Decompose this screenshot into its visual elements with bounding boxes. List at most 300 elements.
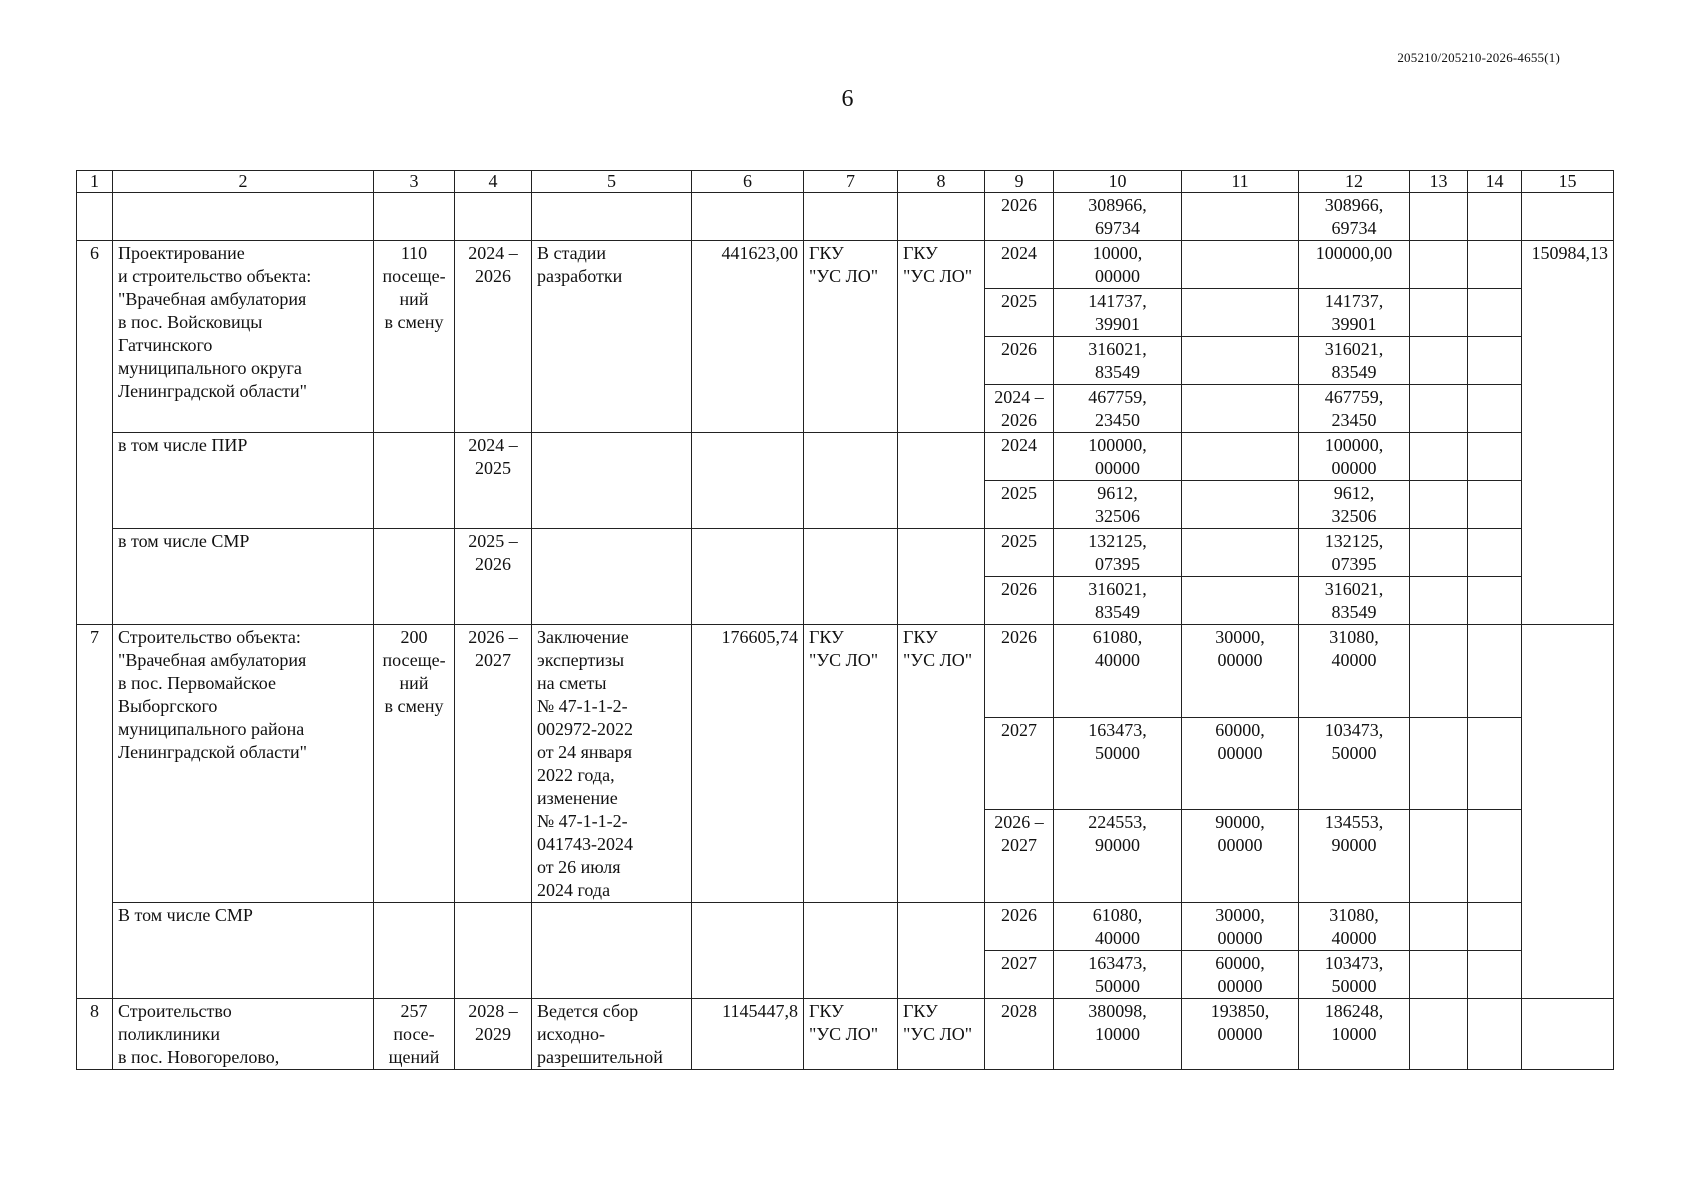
amount-col10 — [1054, 577, 1182, 625]
capacity-line: в смену — [384, 312, 444, 332]
empty-col14 — [1468, 577, 1522, 625]
page-number: 6 — [841, 86, 854, 112]
amount-col11 — [1182, 241, 1299, 289]
capacity — [374, 241, 455, 433]
customer-line: ГКУ — [809, 1001, 844, 1021]
status-line: изменение — [537, 788, 618, 808]
capacity-line: щений — [388, 1047, 440, 1067]
estimated-cost-line: 441623,00 — [721, 243, 798, 263]
period-line: 2027 — [475, 650, 511, 670]
amount-col15 — [1522, 241, 1614, 625]
customer — [804, 241, 898, 433]
amount-col11 — [1182, 951, 1299, 999]
customer — [804, 529, 898, 625]
amount-col12 — [1299, 289, 1410, 337]
amount-col10 — [1054, 810, 1182, 903]
amount-col11-line: 00000 — [1217, 835, 1263, 856]
amount-col11 — [1182, 717, 1299, 810]
amount-col10-line: 32506 — [1095, 506, 1140, 526]
empty-col14 — [1468, 903, 1522, 951]
column-header: 2 — [113, 171, 374, 193]
column-header: 9 — [985, 171, 1054, 193]
empty-cell — [692, 193, 804, 241]
amount-col11-line: 60000, — [1215, 953, 1265, 973]
empty-col13 — [1410, 810, 1468, 903]
object-name-line: и строительство объекта: — [118, 266, 312, 286]
empty-col13 — [1410, 337, 1468, 385]
customer — [804, 903, 898, 999]
empty-col13 — [1410, 193, 1468, 241]
empty-col14 — [1468, 481, 1522, 529]
subrow-label-line: в том числе СМР — [118, 531, 250, 551]
capacity-line: 200 — [400, 627, 428, 647]
period-line: 2025 – — [468, 531, 518, 551]
amount-col12 — [1299, 951, 1410, 999]
row-number — [77, 999, 113, 1070]
empty-col14 — [1468, 529, 1522, 577]
customer-line: "УС ЛО" — [809, 650, 879, 670]
amount-col15-line: 150984,13 — [1531, 243, 1608, 263]
row-number-line: 8 — [90, 1001, 99, 1021]
object-name-line: в пос. Первомайское — [118, 673, 277, 693]
empty-col13 — [1410, 577, 1468, 625]
amount-col10 — [1054, 193, 1182, 241]
year-cell-line: 2025 — [1001, 291, 1037, 311]
subrow-label-line: В том числе СМР — [118, 905, 253, 925]
empty-col14 — [1468, 193, 1522, 241]
empty-col14 — [1468, 433, 1522, 481]
amount-col12 — [1299, 999, 1410, 1070]
amount-col10-line: 83549 — [1095, 362, 1140, 382]
amount-col12 — [1299, 577, 1410, 625]
period — [455, 433, 532, 529]
subrow-label-line: в том числе ПИР — [118, 435, 248, 455]
amount-col10-line: 141737, — [1088, 291, 1147, 311]
year-cell-line: 2026 — [1001, 410, 1037, 430]
financing-table — [76, 170, 1614, 1070]
empty-cell — [113, 193, 374, 241]
amount-col11-line: 30000, — [1215, 905, 1265, 925]
amount-col10 — [1054, 337, 1182, 385]
amount-col12-line: 90000 — [1331, 835, 1377, 856]
year-cell-line: 2026 — [1001, 905, 1037, 925]
empty-cell — [898, 193, 985, 241]
amount-col10-line: 90000 — [1095, 835, 1140, 856]
empty-col14 — [1468, 241, 1522, 289]
empty-col13 — [1410, 717, 1468, 810]
column-header: 11 — [1182, 171, 1299, 193]
capacity — [374, 903, 455, 999]
amount-col15 — [1522, 999, 1614, 1070]
object-name-line: Проектирование — [118, 243, 245, 263]
amount-col12 — [1299, 903, 1410, 951]
amount-col10-line: 00000 — [1095, 458, 1140, 478]
amount-col12 — [1299, 385, 1410, 433]
year-cell-line: 2027 — [1001, 719, 1037, 740]
customer — [804, 999, 898, 1070]
amount-col10-line: 308966, — [1088, 195, 1147, 215]
amount-col11-line: 00000 — [1217, 742, 1263, 763]
year-cell — [985, 193, 1054, 241]
amount-col10 — [1054, 241, 1182, 289]
amount-col11 — [1182, 529, 1299, 577]
empty-col13 — [1410, 241, 1468, 289]
amount-col12-line: 316021, — [1324, 339, 1384, 359]
amount-col12 — [1299, 625, 1410, 718]
object-name-line: Ленинградской области" — [118, 742, 307, 762]
header-row — [77, 171, 1614, 193]
subrow-label — [113, 529, 374, 625]
object-name — [113, 999, 374, 1070]
year-cell — [985, 577, 1054, 625]
year-cell — [985, 951, 1054, 999]
customer-line: "УС ЛО" — [809, 266, 879, 286]
amount-col10-line: 50000 — [1095, 742, 1140, 763]
developer — [898, 433, 985, 529]
amount-col12-line: 100000, — [1324, 435, 1384, 455]
capacity — [374, 625, 455, 903]
object-name-line: поликлиники — [118, 1024, 221, 1044]
developer — [898, 903, 985, 999]
amount-col12-line: 23450 — [1331, 410, 1377, 430]
period-line: 2024 – — [468, 243, 518, 263]
amount-col12-line: 9612, — [1333, 483, 1375, 503]
amount-col10-line: 69734 — [1095, 218, 1140, 238]
year-cell-line: 2028 — [1001, 1001, 1037, 1021]
amount-col10-line: 100000, — [1088, 435, 1147, 455]
status — [532, 903, 692, 999]
status-line: 2022 года, — [537, 765, 615, 785]
period-line: 2026 – — [468, 627, 518, 647]
empty-col13 — [1410, 529, 1468, 577]
amount-col11 — [1182, 337, 1299, 385]
empty-col14 — [1468, 289, 1522, 337]
amount-col11-line: 90000, — [1215, 812, 1265, 833]
amount-col11 — [1182, 385, 1299, 433]
customer-line: ГКУ — [809, 243, 844, 263]
amount-col11-line: 60000, — [1215, 719, 1265, 740]
object-name-line: Выборгского — [118, 696, 218, 716]
status — [532, 999, 692, 1070]
customer-line: "УС ЛО" — [809, 1024, 879, 1044]
document-id: 205210/205210-2026-4655(1) — [1397, 50, 1560, 65]
empty-col13 — [1410, 625, 1468, 718]
amount-col11 — [1182, 625, 1299, 718]
amount-col12-line: 83549 — [1331, 362, 1377, 382]
column-header: 15 — [1522, 171, 1614, 193]
amount-col11 — [1182, 903, 1299, 951]
capacity — [374, 529, 455, 625]
table-subrow — [77, 903, 1614, 951]
amount-col11 — [1182, 433, 1299, 481]
column-header: 14 — [1468, 171, 1522, 193]
amount-col12 — [1299, 481, 1410, 529]
amount-col10-line: 00000 — [1095, 266, 1140, 286]
amount-col12-line: 132125, — [1324, 531, 1384, 551]
object-name-line: "Врачебная амбулатория — [118, 650, 307, 670]
amount-col12-line: 103473, — [1324, 719, 1384, 740]
status-line: от 24 января — [537, 742, 633, 762]
year-cell — [985, 241, 1054, 289]
status-line: разрешительной — [537, 1047, 663, 1067]
capacity — [374, 433, 455, 529]
capacity-line: ний — [399, 289, 429, 309]
amount-col12 — [1299, 433, 1410, 481]
amount-col10-line: 07395 — [1095, 554, 1140, 574]
column-header: 6 — [692, 171, 804, 193]
empty-col13 — [1410, 433, 1468, 481]
amount-col10 — [1054, 625, 1182, 718]
developer — [898, 241, 985, 433]
period-line: 2028 – — [468, 1001, 518, 1021]
amount-col12 — [1299, 241, 1410, 289]
amount-col10-line: 40000 — [1095, 650, 1140, 670]
amount-col12 — [1299, 529, 1410, 577]
capacity-line: 110 — [400, 243, 428, 263]
amount-col11 — [1182, 999, 1299, 1070]
empty-cell — [532, 193, 692, 241]
year-cell — [985, 903, 1054, 951]
amount-col12-line: 50000 — [1331, 976, 1377, 996]
status-line: 041743-2024 — [537, 834, 633, 854]
estimated-cost-line: 176605,74 — [721, 627, 798, 647]
amount-col12 — [1299, 717, 1410, 810]
status-line: экспертизы — [537, 650, 625, 670]
customer-line: ГКУ — [809, 627, 844, 647]
customer — [804, 433, 898, 529]
amount-col10-line: 40000 — [1095, 928, 1140, 948]
amount-col10-line: 316021, — [1088, 579, 1147, 599]
amount-col10 — [1054, 289, 1182, 337]
status-line: 2024 года — [537, 880, 611, 900]
amount-col10 — [1054, 385, 1182, 433]
amount-col10-line: 224553, — [1088, 812, 1147, 833]
amount-col11-line: 193850, — [1210, 1001, 1270, 1021]
amount-col11-line: 00000 — [1217, 928, 1263, 948]
status-line: 002972-2022 — [537, 719, 633, 739]
object-name-line: Гатчинского — [118, 335, 213, 355]
row-number — [77, 193, 113, 241]
amount-col12-line: 316021, — [1324, 579, 1384, 599]
row-number-line: 6 — [90, 243, 99, 263]
empty-cell — [804, 193, 898, 241]
estimated-cost — [692, 625, 804, 903]
amount-col10 — [1054, 529, 1182, 577]
amount-col12-line: 50000 — [1331, 742, 1377, 763]
empty-col13 — [1410, 289, 1468, 337]
object-name — [113, 241, 374, 433]
amount-col10-line: 23450 — [1095, 410, 1140, 430]
empty-col13 — [1410, 951, 1468, 999]
customer — [804, 625, 898, 903]
developer-line: ГКУ — [903, 243, 938, 263]
amount-col12-line: 186248, — [1324, 1001, 1384, 1021]
capacity-line: 257 — [400, 1001, 428, 1021]
object-name-line: в пос. Войсковицы — [118, 312, 263, 332]
empty-cell — [455, 193, 532, 241]
status — [532, 241, 692, 433]
capacity-line: ний — [399, 673, 429, 693]
amount-col12-line: 00000 — [1331, 458, 1377, 478]
object-name-line: Ленинградской области" — [118, 381, 307, 401]
amount-col10 — [1054, 433, 1182, 481]
capacity-line: посе- — [393, 1024, 435, 1044]
amount-col10-line: 380098, — [1088, 1001, 1147, 1021]
estimated-cost — [692, 241, 804, 433]
amount-col12-line: 467759, — [1324, 387, 1384, 407]
amount-col12-line: 134553, — [1324, 812, 1384, 833]
capacity — [374, 999, 455, 1070]
amount-col10-line: 467759, — [1088, 387, 1147, 407]
developer — [898, 625, 985, 903]
row-number — [77, 625, 113, 999]
amount-col11-line: 00000 — [1217, 650, 1263, 670]
table-subrow — [77, 433, 1614, 481]
amount-col11 — [1182, 289, 1299, 337]
amount-col12-line: 39901 — [1331, 314, 1377, 334]
amount-col10-line: 61080, — [1092, 627, 1143, 647]
period-line: 2024 – — [468, 435, 518, 455]
status — [532, 625, 692, 903]
status-line: разработки — [537, 266, 623, 286]
year-cell-line: 2026 – — [994, 812, 1044, 833]
subrow-label — [113, 433, 374, 529]
capacity-line: посеще- — [382, 266, 446, 286]
capacity-line: посеще- — [382, 650, 446, 670]
amount-col12 — [1299, 810, 1410, 903]
capacity-line: в смену — [384, 696, 444, 716]
amount-col11 — [1182, 193, 1299, 241]
amount-col11-line: 00000 — [1217, 1024, 1263, 1044]
estimated-cost — [692, 903, 804, 999]
status-line: Ведется сбор — [537, 1001, 639, 1021]
year-cell — [985, 810, 1054, 903]
amount-col10 — [1054, 999, 1182, 1070]
period-line: 2025 — [475, 458, 511, 478]
empty-col14 — [1468, 717, 1522, 810]
table-row — [77, 193, 1614, 241]
amount-col10-line: 132125, — [1088, 531, 1147, 551]
amount-col10 — [1054, 903, 1182, 951]
empty-col13 — [1410, 481, 1468, 529]
amount-col12-line: 10000 — [1331, 1024, 1377, 1044]
amount-col11 — [1182, 810, 1299, 903]
status-line: на сметы — [537, 673, 607, 693]
developer-line: ГКУ — [903, 1001, 938, 1021]
object-name-line: Строительство — [118, 1001, 232, 1021]
amount-col10-line: 163473, — [1088, 953, 1147, 973]
amount-col12-line: 31080, — [1329, 627, 1379, 647]
status-line: № 47-1-1-2- — [537, 811, 628, 831]
empty-col14 — [1468, 951, 1522, 999]
amount-col12-line: 07395 — [1331, 554, 1377, 574]
amount-col10 — [1054, 951, 1182, 999]
column-header: 13 — [1410, 171, 1468, 193]
empty-cell — [374, 193, 455, 241]
year-cell — [985, 999, 1054, 1070]
amount-col12-line: 40000 — [1331, 650, 1377, 670]
status — [532, 433, 692, 529]
amount-col11-line: 30000, — [1215, 627, 1265, 647]
column-header: 12 — [1299, 171, 1410, 193]
status-line: № 47-1-1-2- — [537, 696, 628, 716]
year-cell-line: 2024 – — [994, 387, 1044, 407]
status-line: В стадии — [537, 243, 606, 263]
amount-col11 — [1182, 577, 1299, 625]
estimated-cost — [692, 999, 804, 1070]
empty-col14 — [1468, 810, 1522, 903]
empty-col14 — [1468, 385, 1522, 433]
amount-col12-line: 31080, — [1329, 905, 1379, 925]
developer-line: "УС ЛО" — [903, 650, 973, 670]
year-cell-line: 2026 — [1001, 195, 1037, 215]
table-row — [77, 241, 1614, 289]
amount-col12-line: 69734 — [1331, 218, 1377, 238]
object-name — [113, 625, 374, 903]
object-name-line: муниципального округа — [118, 358, 302, 378]
year-cell — [985, 337, 1054, 385]
amount-col12-line: 103473, — [1324, 953, 1384, 973]
year-cell-line: 2027 — [1001, 835, 1037, 856]
amount-col11-line: 00000 — [1217, 976, 1263, 996]
year-cell — [985, 625, 1054, 718]
amount-col12-line: 32506 — [1331, 506, 1377, 526]
amount-col10 — [1054, 481, 1182, 529]
amount-col10-line: 50000 — [1095, 976, 1140, 996]
year-cell-line: 2026 — [1001, 579, 1037, 599]
column-header: 5 — [532, 171, 692, 193]
year-cell — [985, 529, 1054, 577]
column-header: 8 — [898, 171, 985, 193]
table-row — [77, 999, 1614, 1070]
empty-col13 — [1410, 385, 1468, 433]
amount-col12 — [1299, 193, 1410, 241]
empty-col14 — [1468, 999, 1522, 1070]
amount-col12-line: 83549 — [1331, 602, 1377, 622]
estimated-cost-line: 1145447,8 — [722, 1001, 798, 1021]
table-body — [77, 193, 1614, 1070]
year-cell-line: 2024 — [1001, 243, 1037, 263]
developer-line: "УС ЛО" — [903, 1024, 973, 1044]
estimated-cost — [692, 433, 804, 529]
year-cell-line: 2026 — [1001, 627, 1037, 647]
year-cell-line: 2025 — [1001, 531, 1037, 551]
empty-col14 — [1468, 337, 1522, 385]
period-line: 2026 — [475, 554, 511, 574]
amount-col10-line: 39901 — [1095, 314, 1140, 334]
year-cell-line: 2024 — [1001, 435, 1037, 455]
empty-col14 — [1468, 625, 1522, 718]
year-cell — [985, 289, 1054, 337]
object-name-line: муниципального района — [118, 719, 305, 739]
amount-col10-line: 163473, — [1088, 719, 1147, 740]
table-row — [77, 625, 1614, 718]
status — [532, 529, 692, 625]
column-header: 7 — [804, 171, 898, 193]
amount-col10 — [1054, 717, 1182, 810]
year-cell — [985, 433, 1054, 481]
period — [455, 999, 532, 1070]
year-cell — [985, 717, 1054, 810]
subrow-label — [113, 903, 374, 999]
status-line: исходно- — [537, 1024, 605, 1044]
amount-col15 — [1522, 625, 1614, 999]
period — [455, 625, 532, 903]
amount-col12 — [1299, 337, 1410, 385]
object-name-line: в пос. Новогорелово, — [118, 1047, 280, 1067]
column-header: 4 — [455, 171, 532, 193]
amount-col10-line: 61080, — [1092, 905, 1143, 925]
